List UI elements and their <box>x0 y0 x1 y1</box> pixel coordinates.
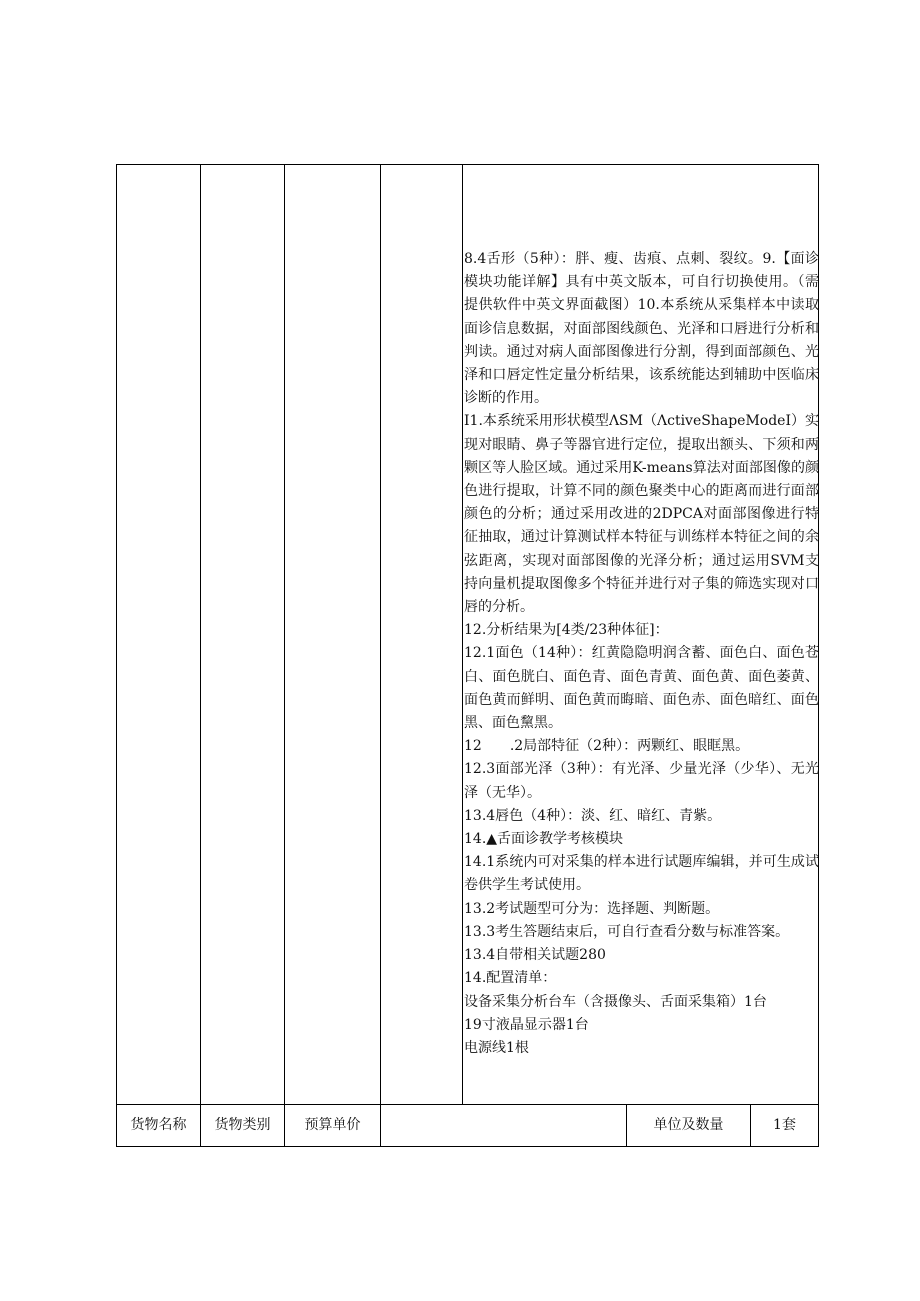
spec-paragraph: 13.2考试题型可分为：选择题、判断题。 <box>464 900 720 917</box>
spec-paragraph: 电源线1根 <box>464 1039 529 1056</box>
spec-paragraph: 14.1系统内可对采集的样本进行试题库编辑，并可生成试卷供学生考试使用。 <box>464 854 819 894</box>
spec-paragraph: 19寸液晶显示器1台 <box>464 1016 589 1033</box>
spec-paragraph: I1.本系统采用形状模型ΛSM（ΛctiveShapeModeI）实现对眼睛、鼻子等器官进行定位，提取出额头、下须和两颗区等人脸区域。通过采用K-means算法对面部图像的颜色进行提取，计算不同的颜色聚类中心的距离而进行面部颜色的分析；通过采用改进的2DPCA对面部图像进行特征抽取，通过计算测试样本特征与训练样本特征之间的余弦距离，实现对面部图像的光泽分析；通过运用SVM支持向量机提取图像多个特征并进行对子集的筛选实现对口唇的分析。 <box>464 413 819 616</box>
spec-paragraph: 13.3考生答题结束后，可自行查看分数与标准答案。 <box>464 923 790 940</box>
column-divider-2 <box>284 164 285 1147</box>
spec-paragraph: 14.配置清单： <box>464 970 557 987</box>
spec-paragraph: 12 .2局部特征（2种）：两颗红、眼眶黑。 <box>464 738 750 755</box>
goods-name-label: 货物名称 <box>130 1117 187 1133</box>
column-divider-1 <box>200 164 201 1147</box>
specification-text <box>464 248 819 1060</box>
spec-paragraph: 12.1面色（14种）：红黄隐隐明润含蓄、面色白、面色苍白、面色胱白、面色青、面色青黄、面色黄、面色萎黄、面色黄而鲜明、面色黄而晦暗、面色赤、面色暗红、面色黑、面色黧黑。 <box>464 645 819 732</box>
column-divider-4 <box>462 164 463 1105</box>
goods-category-label: 货物类别 <box>214 1117 271 1133</box>
column-divider-3 <box>380 164 381 1147</box>
budget-price-value <box>381 1105 626 1146</box>
spec-paragraph: 13.4自带相关试题280 <box>464 947 606 964</box>
spec-paragraph: 13.4唇色（4种）：淡、红、暗红、青紫。 <box>464 807 722 824</box>
table-top-border <box>116 164 819 165</box>
spec-paragraph: 12.3面部光泽（3种）：有光泽、少量光泽（少华）、无光泽（无华）。 <box>464 761 819 801</box>
unit-quantity-value: 1套 <box>773 1117 796 1133</box>
spec-paragraph: 设备采集分析台车（含摄像头、舌面采集箱）1台 <box>464 993 767 1010</box>
spec-paragraph: 8.4舌形（5种）：胖、瘦、齿痕、点刺、裂纹。9.【面诊模块功能详解】具有中英文版本，可自行切换使用。（需提供软件中英文界面截图）10.本系统从采集样本中读取面诊信息数据，对面部图线颜色、光泽和口唇进行分析和判读。通过对病人面部图像进行分割，得到面部颜色、光泽和口唇定性定量分析结果，该系统能达到辅助中医临床诊断的作用。 <box>464 251 819 407</box>
budget-price-label: 预算单价 <box>304 1117 361 1133</box>
table-left-border <box>116 164 117 1147</box>
spec-paragraph: 12.分析结果为[4类/23种体征]： <box>464 622 669 639</box>
table-bottom-border <box>116 1146 819 1147</box>
unit-quantity-label: 单位及数量 <box>653 1117 724 1133</box>
spec-paragraph: 14.▲舌面诊教学考核模块 <box>464 831 624 848</box>
